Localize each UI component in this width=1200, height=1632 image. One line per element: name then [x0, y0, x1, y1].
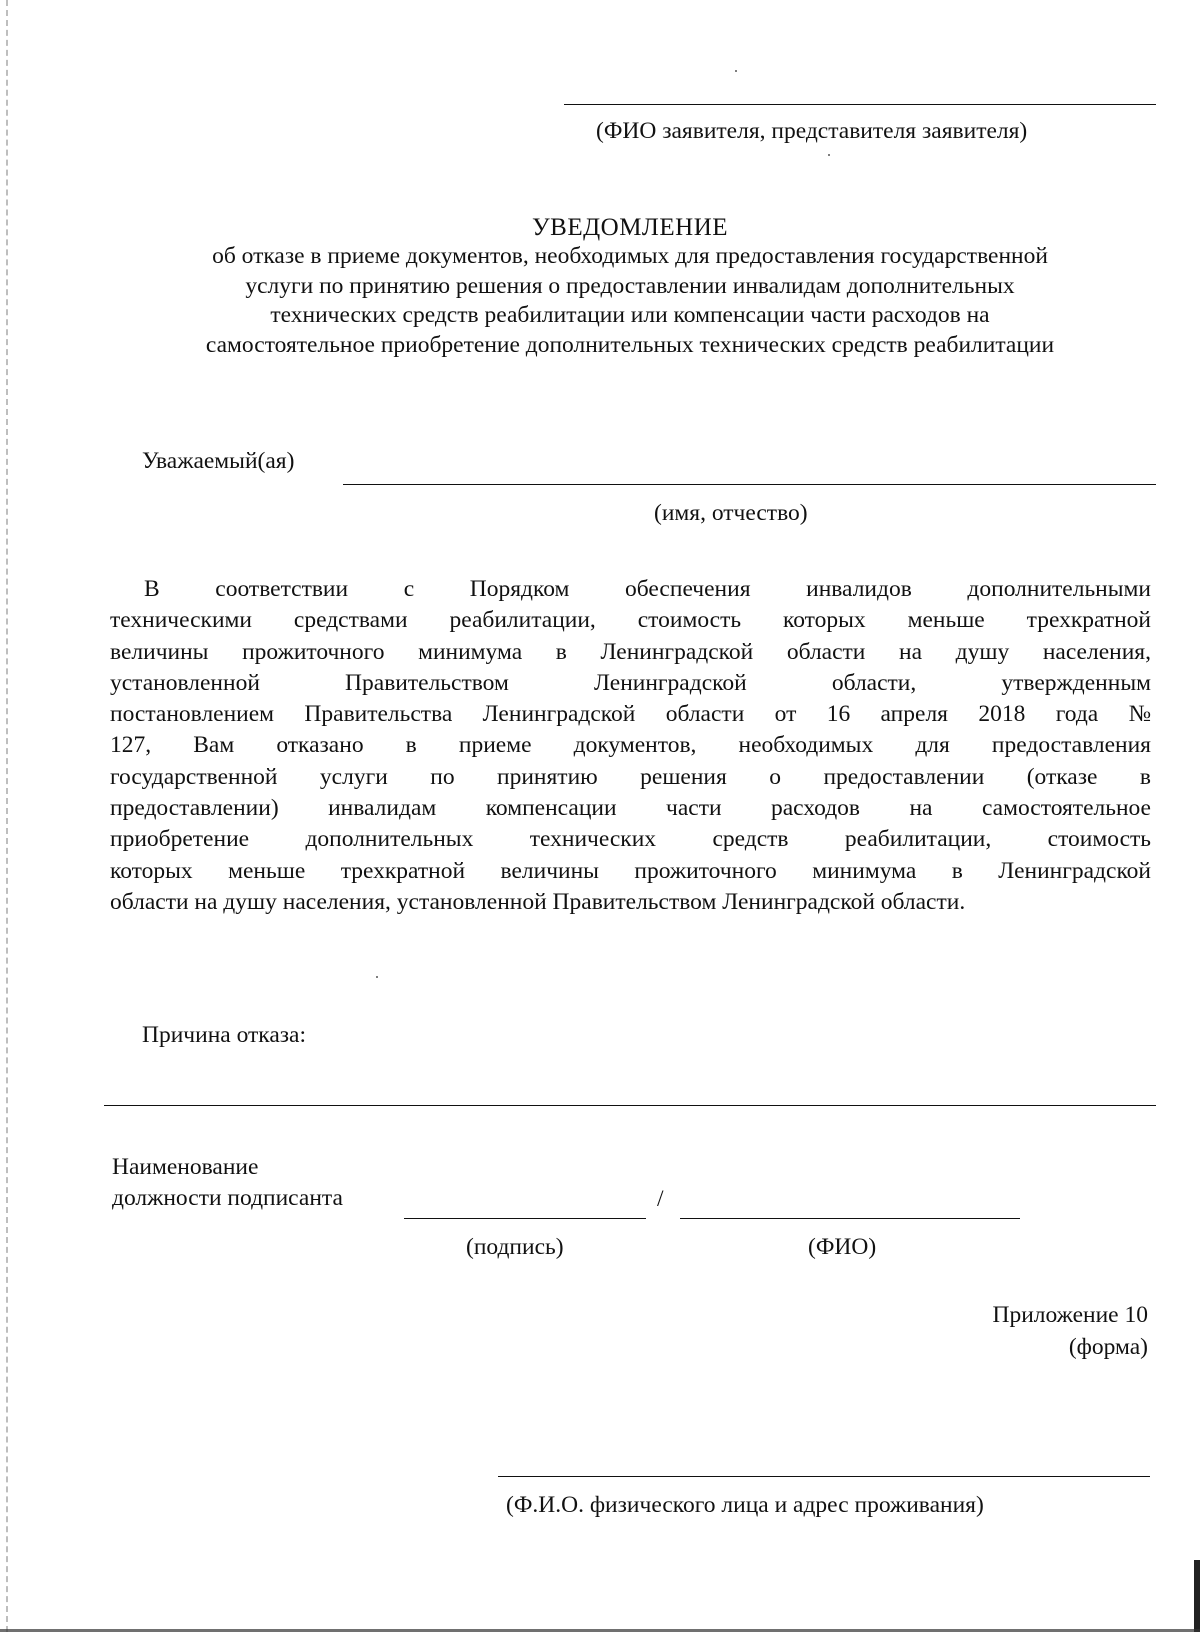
- body-line: техническими средствами реабилитации, стоимость которых меньше трехкратной: [110, 607, 1151, 634]
- notice-subtitle-line: самостоятельное приобретение дополнительных технических средств реабилитации: [205, 331, 1055, 358]
- body-line: 127, Вам отказано в приеме документов, необходимых для предоставления: [110, 732, 1151, 759]
- signatory-name-line: [680, 1218, 1020, 1219]
- body-line: предоставлении) инвалидам компенсации части расходов на самостоятельное: [110, 795, 1151, 822]
- signature-separator: /: [657, 1186, 664, 1212]
- signatory-label-line2: должности подписанта: [112, 1185, 343, 1211]
- scan-fold-line: [6, 0, 8, 1632]
- body-line: приобретение дополнительных технических средств реабилитации, стоимость: [110, 826, 1151, 853]
- scan-speck: [828, 154, 830, 156]
- notice-subtitle: [110, 242, 1150, 360]
- applicant-caption: (ФИО заявителя, представителя заявителя): [596, 118, 1028, 144]
- scan-edge-mark: [1194, 1560, 1200, 1632]
- notice-subtitle-line: технических средств реабилитации или компенсации части расходов на: [270, 302, 990, 328]
- notice-subtitle-line: услуги по принятию решения о предоставлении инвалидам дополнительных: [245, 272, 1015, 299]
- greeting-label: Уважаемый(ая): [142, 448, 295, 474]
- notice-subtitle-line: об отказе в приеме документов, необходимых для предоставления государственной: [212, 243, 1048, 269]
- scan-speck: [735, 70, 737, 72]
- applicant-name-line: [564, 104, 1156, 105]
- appendix-form-label: (форма): [1068, 1334, 1148, 1360]
- person-address-caption: (Ф.И.О. физического лица и адрес проживания): [506, 1492, 984, 1518]
- signature-line: [404, 1218, 646, 1219]
- body-line: государственной услуги по принятию решения о предоставлении (отказе в: [110, 763, 1151, 790]
- body-line: величины прожиточного минимума в Ленинградской области на душу населения,: [110, 638, 1151, 665]
- body-line: постановлением Правительства Ленинградской области от 16 апреля 2018 года №: [110, 701, 1151, 728]
- body-line: установленной Правительством Ленинградской области, утвержденным: [110, 669, 1151, 696]
- body-line: области на душу населения, установленной Правительством Ленинградской области.: [110, 888, 966, 915]
- notice-body: [110, 574, 1151, 918]
- greeting-name-line: [343, 484, 1156, 485]
- body-line: В соответствии с Порядком обеспечения инвалидов дополнительными: [144, 576, 1151, 602]
- signatory-name-caption: (ФИО): [808, 1234, 877, 1260]
- refusal-reason-label: Причина отказа:: [142, 1022, 307, 1048]
- signature-caption: (подпись): [466, 1234, 564, 1260]
- notice-title: УВЕДОМЛЕНИЕ: [531, 214, 729, 241]
- refusal-reason-line: [104, 1105, 1156, 1106]
- signatory-label-line1: Наименование: [112, 1154, 259, 1180]
- body-line: которых меньше трехкратной величины прожиточного минимума в Ленинградской: [110, 857, 1151, 884]
- scan-speck: [376, 976, 378, 978]
- greeting-caption: (имя, отчество): [654, 500, 808, 526]
- appendix-number: Приложение 10: [992, 1302, 1148, 1328]
- person-address-line: [498, 1476, 1150, 1477]
